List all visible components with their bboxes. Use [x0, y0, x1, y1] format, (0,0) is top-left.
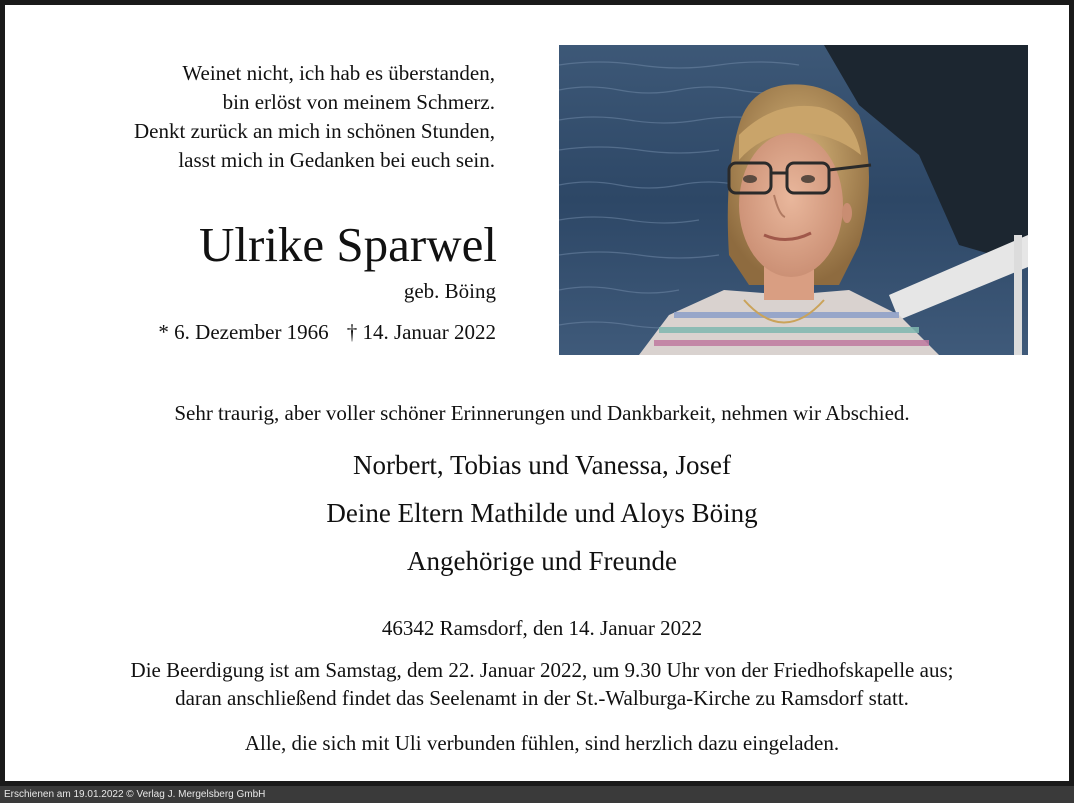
- deceased-name: Ulrike Sparwel: [199, 217, 497, 272]
- publication-footer: Erschienen am 19.01.2022 © Verlag J. Mergelsberg GmbH: [0, 786, 1074, 803]
- poem-line: Weinet nicht, ich hab es überstanden,: [182, 61, 495, 85]
- mourner-line: Deine Eltern Mathilde und Aloys Böing: [326, 498, 758, 528]
- funeral-details: [10, 656, 1074, 712]
- poem-line: lasst mich in Gedanken bei euch sein.: [178, 148, 495, 172]
- poem-line: bin erlöst von meinem Schmerz.: [222, 90, 495, 114]
- poem-line: Denkt zurück an mich in schönen Stunden,: [134, 119, 495, 143]
- portrait-image: [559, 45, 1028, 355]
- maiden-name: geb. Böing: [403, 279, 496, 303]
- memorial-poem: [35, 59, 495, 175]
- farewell-intro: Sehr traurig, aber voller schöner Erinnerungen und Dankbarkeit, nehmen wir Abschied.: [174, 401, 910, 425]
- funeral-line: daran anschließend findet das Seelenamt in der St.-Walburga-Kirche zu Ramsdorf statt.: [175, 686, 909, 710]
- portrait-photo: [559, 45, 1028, 355]
- life-dates: [45, 318, 496, 346]
- invitation-text: Alle, die sich mit Uli verbunden fühlen, sind herzlich dazu eingeladen.: [244, 731, 840, 755]
- place-and-date: 46342 Ramsdorf, den 14. Januar 2022: [381, 616, 703, 640]
- mourner-line: Angehörige und Freunde: [407, 546, 677, 576]
- birth-date: * 6. Dezember 1966: [158, 320, 329, 344]
- funeral-line: Die Beerdigung ist am Samstag, dem 22. Januar 2022, um 9.30 Uhr von der Friedhofskapelle aus;: [130, 658, 954, 682]
- mourner-line: Norbert, Tobias und Vanessa, Josef: [352, 450, 732, 480]
- death-date: † 14. Januar 2022: [346, 320, 496, 344]
